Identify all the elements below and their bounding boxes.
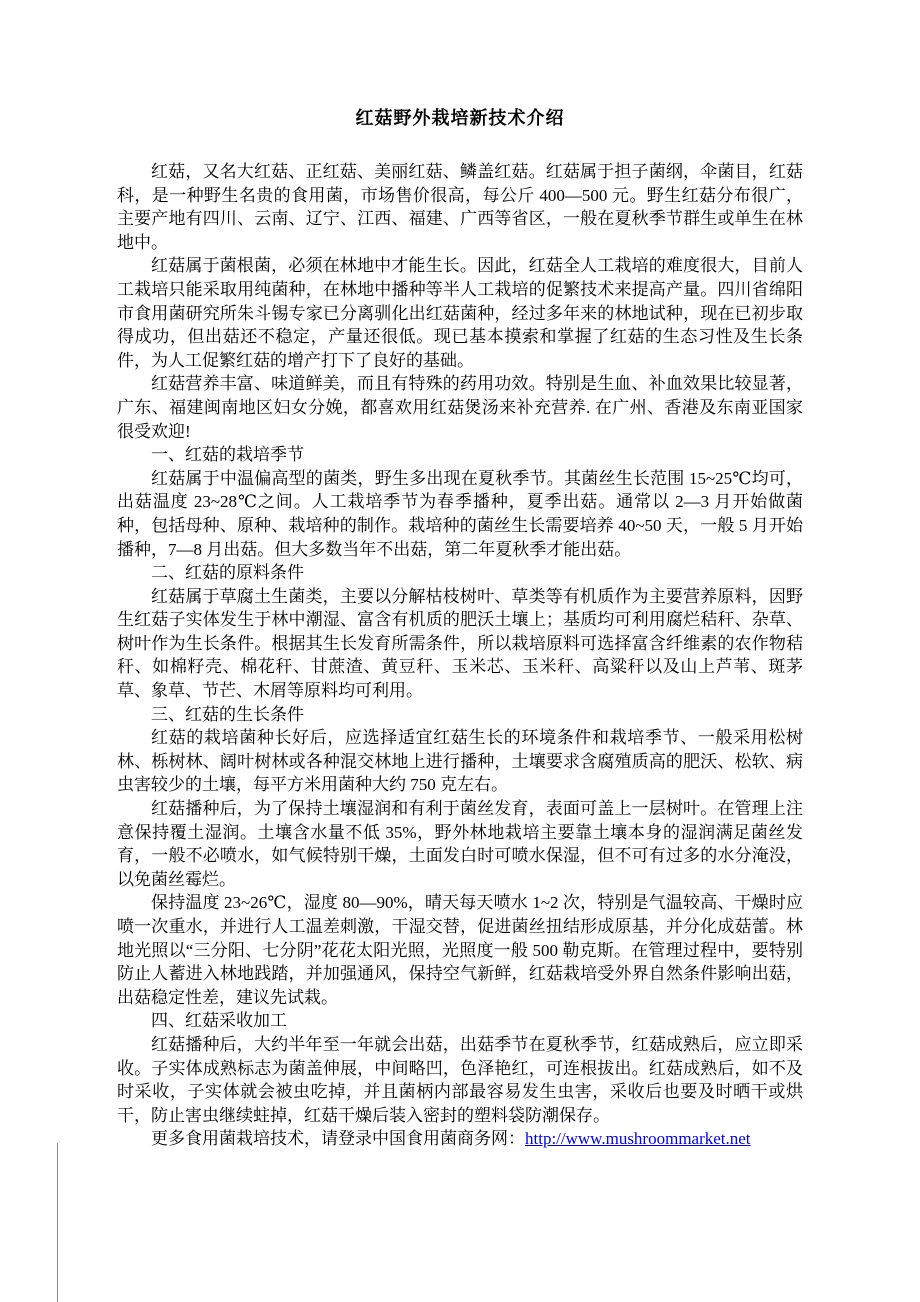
para-harvest-detail: 红菇播种后，大约半年至一年就会出菇，出菇季节在夏秋季节，红菇成熟后，应立即采收。子实体成熟标志为菌盖伸展，中间略凹，色泽艳红，可连根拔出。红菇成熟后，如不及时采收，子实体就会被虫吃掉，并且菌柄内部最容易发生虫害，采收后也要及时晒干或烘干，防止害虫继续蛀掉，红菇干燥后装入密封的塑料袋防潮保存。 bbox=[117, 1034, 803, 1125]
para-intro-overview: 红菇，又名大红菇、正红菇、美丽红菇、鳞盖红菇。红菇属于担子菌纲，伞菌目，红菇科，是一种野生名贵的食用菌，市场售价很高，每公斤 400—500 元。野生红菇分布很广，主要产地有四川、云南、辽宁、江西、福建、广西等省区，一般在夏秋季节群生或单生在林地中。 bbox=[117, 162, 803, 252]
section-heading-season: 一、红菇的栽培季节 bbox=[151, 445, 304, 465]
document-title: 红菇野外栽培新技术介绍 bbox=[355, 108, 565, 128]
para-intro-cultivation: 红菇属于菌根菌，必须在林地中才能生长。因此，红菇全人工栽培的难度很大，目前人工栽培只能采取用纯菌种，在林地中播种等半人工栽培的促繁技术来提高产量。四川省绵阳市食用菌研究所朱斗锡专家已分离驯化出红菇菌种，经过多年来的林地试种，现在已初步取得成功，但出菇还不稳定，产量还很低。现已基本摸索和掌握了红菇的生态习性及生长条件，为人工促繁红菇的增产打下了良好的基础。 bbox=[117, 256, 803, 370]
footer-text: 更多食用菌栽培技术，请登录中国食用菌商务网： bbox=[151, 1129, 525, 1149]
para-growth-moisture: 红菇播种后，为了保持土壤湿润和有利于菌丝发育，表面可盖上一层树叶。在管理上注意保持覆土湿润。土壤含水量不低 35%，野外林地栽培主要靠土壤本身的湿润满足菌丝发育，一般不必喷水，如气候特别干燥，土面发白时可喷水保湿，但不可有过多的水分淹没，以免菌丝霉烂。 bbox=[117, 799, 803, 889]
section-heading-growth: 三、红菇的生长条件 bbox=[151, 704, 304, 724]
left-margin-line bbox=[57, 1143, 58, 1302]
section-heading-materials: 二、红菇的原料条件 bbox=[151, 563, 304, 583]
document-content bbox=[117, 104, 803, 1151]
para-materials-detail: 红菇属于草腐土生菌类，主要以分解枯枝树叶、草类等有机质作为主要营养原料，因野生红菇子实体发生于林中潮湿、富含有机质的肥沃土壤上；基质均可利用腐烂秸秆、杂草、树叶作为生长条件。根据其生长发育所需条件，所以栽培原料可选择富含纤维素的农作物秸秆、如棉籽壳、棉花秆、甘蔗渣、黄豆秆、玉米芯、玉米秆、高粱秆以及山上芦苇、斑茅草、象草、节芒、木屑等原料均可利用。 bbox=[117, 586, 803, 701]
para-intro-nutrition: 红菇营养丰富、味道鲜美，而且有特殊的药用功效。特别是生血、补血效果比较显著，广东、福建闽南地区妇女分娩，都喜欢用红菇煲汤来补充营养. 在广州、香港及东南亚国家很受欢迎! bbox=[117, 374, 803, 441]
section-heading-harvest: 四、红菇采收加工 bbox=[151, 1011, 287, 1031]
para-growth-management: 保持温度 23~26℃，湿度 80—90%，晴天每天喷水 1~2 次，特别是气温较高、干燥时应喷一次重水，并进行人工温差刺激，干湿交替，促进菌丝扭结形成原基，并分化成菇蕾。林地光照以“三分阳、七分阴”花花太阳光照，光照度一般 500 勒克斯。在管理过程中，要特别防止人蓄进入林地践踏，并加强通风，保持空气新鲜，红菇栽培受外界自然条件影响出菇，出菇稳定性差，建议先试栽。 bbox=[117, 893, 803, 1007]
para-growth-site: 红菇的栽培菌种长好后，应选择适宜红菇生长的环境条件和栽培季节、一般采用松树林、栎树林、阔叶树林或各种混交林地上进行播种，土壤要求含腐殖质高的肥沃、松软、病虫害较少的土壤，每平方米用菌种大约 750 克左右。 bbox=[117, 728, 803, 795]
mushroom-market-link[interactable]: http://www.mushroommarket.net bbox=[525, 1129, 751, 1149]
para-season-detail: 红菇属于中温偏高型的菌类，野生多出现在夏秋季节。其菌丝生长范围 15~25℃均可，出菇温度 23~28℃之间。人工栽培季节为春季播种，夏季出菇。通常以 2—3 月开始做菌种，包括母种、原种、栽培种的制作。栽培种的菌丝生长需要培养 40~50 天，一般 5 月开始播种，7—8 月出菇。但大多数当年不出菇，第二年夏秋季才能出菇。 bbox=[117, 468, 803, 559]
footer-line bbox=[117, 1127, 803, 1151]
